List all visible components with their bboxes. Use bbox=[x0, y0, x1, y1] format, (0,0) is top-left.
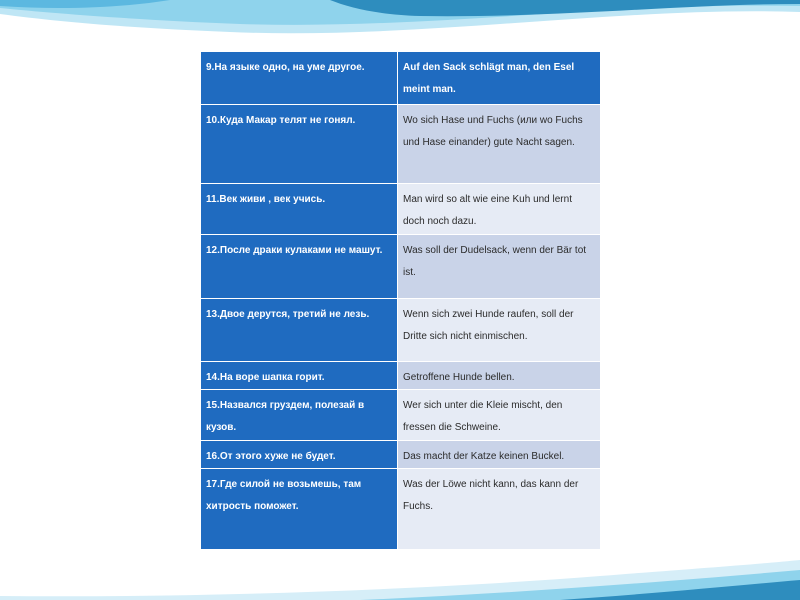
table-row bbox=[201, 299, 601, 362]
german-equivalent-cell: Das macht der Katze keinen Buckel. bbox=[398, 441, 601, 469]
russian-proverb-cell: 10.Куда Макар телят не гонял. bbox=[201, 105, 398, 184]
russian-proverb-cell: 11.Век живи , век учись. bbox=[201, 184, 398, 235]
table-row bbox=[201, 441, 601, 469]
russian-proverb-cell: 9.На языке одно, на уме другое. bbox=[201, 52, 398, 105]
german-equivalent-cell: Wenn sich zwei Hunde raufen, soll der Dritte sich nicht einmischen. bbox=[398, 299, 601, 362]
table-row bbox=[201, 235, 601, 299]
table-row bbox=[201, 469, 601, 550]
german-equivalent-cell: Man wird so alt wie eine Kuh und lernt doch noch dazu. bbox=[398, 184, 601, 235]
table-row bbox=[201, 184, 601, 235]
german-equivalent-cell: Auf den Sack schlägt man, den Esel meint man. bbox=[398, 52, 601, 105]
table-row bbox=[201, 52, 601, 105]
german-equivalent-cell: Getroffene Hunde bellen. bbox=[398, 362, 601, 390]
bottom-wave-decoration bbox=[0, 560, 800, 600]
russian-proverb-cell: 14.На воре шапка горит. bbox=[201, 362, 398, 390]
top-wave-decoration bbox=[0, 0, 800, 50]
proverbs-table bbox=[200, 51, 601, 550]
table-row bbox=[201, 362, 601, 390]
russian-proverb-cell: 15.Назвался груздем, полезай в кузов. bbox=[201, 390, 398, 441]
german-equivalent-cell: Was der Löwe nicht kann, das kann der Fuchs. bbox=[398, 469, 601, 550]
german-equivalent-cell: Was soll der Dudelsack, wenn der Bär tot ist. bbox=[398, 235, 601, 299]
table-row bbox=[201, 105, 601, 184]
russian-proverb-cell: 12.После драки кулаками не машут. bbox=[201, 235, 398, 299]
russian-proverb-cell: 16.От этого хуже не будет. bbox=[201, 441, 398, 469]
russian-proverb-cell: 13.Двое дерутся, третий не лезь. bbox=[201, 299, 398, 362]
german-equivalent-cell: Wo sich Hase und Fuchs (или wo Fuchs und Hase einander) gute Nacht sagen. bbox=[398, 105, 601, 184]
table-row bbox=[201, 390, 601, 441]
russian-proverb-cell: 17.Где силой не возьмешь, там хитрость поможет. bbox=[201, 469, 398, 550]
german-equivalent-cell: Wer sich unter die Kleie mischt, den fressen die Schweine. bbox=[398, 390, 601, 441]
